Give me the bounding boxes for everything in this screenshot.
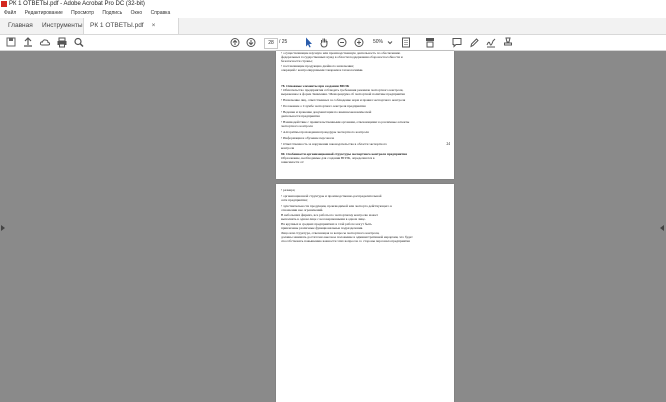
text-line: способствовать повышению важности этих вопросов со стороны персонала предприятия	[281, 239, 410, 243]
text-line: операций с контролируемыми товарами и технологиями.	[281, 68, 364, 72]
page-total: / 25	[279, 39, 288, 45]
text-line: Лицо или структура, отвечающая за вопросы экспортного контроля,	[281, 231, 380, 235]
text-line: • Обязательство предприятия соблюдать требования режимов экспортного контроля,	[281, 88, 404, 92]
stamp-icon[interactable]	[502, 35, 514, 50]
cursor-icon[interactable]	[302, 35, 314, 50]
text-line: • Взаимодействие с правительственными органами, отвечающими за различные аспекты	[281, 120, 410, 124]
left-pane-toggle-icon[interactable]	[1, 225, 5, 231]
tab-document[interactable]	[83, 18, 179, 34]
text-line: • чувствительности продукции, производимой или экспорта действующего в	[281, 204, 392, 208]
text-line: • Информация и обучение персонала	[281, 136, 335, 140]
page-up-icon[interactable]	[229, 35, 241, 50]
text-line: сети предприятия;	[281, 198, 308, 202]
text-line: На крупных и средних предприятиях в этой работе могут быть	[281, 222, 372, 226]
text-line: экспортного контроля	[281, 124, 313, 128]
hand-icon[interactable]	[318, 35, 330, 50]
text-line: зависимости от:	[281, 160, 305, 164]
text-line: федеральных государственных нужд в области поддержания обороноспособности и	[281, 55, 403, 59]
tab-tools[interactable]: Инструменты	[42, 22, 83, 29]
text-line: Образование, необходимые для создания ВПЭК, определяются в	[281, 156, 375, 160]
page-down-icon[interactable]	[245, 35, 257, 50]
menu-file[interactable]: Файл	[4, 10, 17, 16]
text-line: отношении нее ограничений.	[281, 208, 324, 212]
zoom-out-icon[interactable]	[336, 35, 348, 50]
text-line: должны занимать достаточно высокое положение в административной иерархии, что будет	[281, 235, 413, 239]
toolbar	[0, 35, 666, 51]
window-title: РК 1 ОТВЕТЫ.pdf - Adobe Acrobat Pro DC (32-bit)	[9, 1, 145, 7]
comment-icon[interactable]	[451, 35, 463, 50]
menu-view[interactable]: Просмотр	[71, 10, 95, 16]
page-number: 24	[446, 142, 450, 146]
menu-sign[interactable]: Подпись	[102, 10, 123, 16]
text-line: деятельности предприятия	[281, 114, 320, 118]
acrobat-app-icon	[1, 1, 7, 7]
menu-edit[interactable]: Редактирование	[24, 10, 63, 16]
tab-document-label: РК 1 ОТВЕТЫ.pdf	[90, 22, 144, 29]
section-heading: 78. Основные элементы при создании ВПЭК	[281, 84, 350, 88]
pdf-page	[276, 184, 454, 402]
zoom-level[interactable]: 50%	[373, 39, 384, 45]
text-line: безопасности страны;	[281, 59, 313, 63]
right-pane-toggle-icon[interactable]	[660, 225, 664, 231]
text-line: привлечены различные функциональные подразделения.	[281, 226, 364, 230]
close-tab-icon[interactable]: ×	[151, 22, 156, 29]
text-line: • Алгоритмы прохождения процедуры экспортного контроля	[281, 130, 369, 134]
text-line: • поставляющие продукцию двойного назначения;	[281, 64, 354, 68]
page-layout-icon[interactable]	[400, 35, 412, 50]
text-line: контроля	[281, 146, 295, 150]
text-line: • осуществляющие научную или производственную деятельность по обеспечению	[281, 51, 401, 55]
text-line: • размера;	[281, 188, 296, 192]
title-bar	[0, 0, 666, 9]
print-icon[interactable]	[56, 35, 68, 50]
search-icon[interactable]	[73, 35, 85, 50]
zoom-dropdown-icon[interactable]	[386, 35, 394, 50]
scroll-icon[interactable]	[424, 35, 436, 50]
text-line: • Ответственность за нарушения законодательства в области экспортного	[281, 142, 387, 146]
page-number-input[interactable]: 28	[264, 38, 278, 49]
section-heading: 80. Особенности организационной структуры экспортного контроля предприятия	[281, 152, 407, 156]
upload-icon[interactable]	[22, 35, 34, 50]
text-line: В небольших фирмах, все работы по экспортному контролю может	[281, 213, 378, 217]
tab-home[interactable]: Главная	[8, 22, 33, 29]
text-line: выраженное в форме Заявления / Меморандума об экспортной политике предприятия	[281, 92, 405, 96]
cloud-icon[interactable]	[39, 35, 51, 50]
menu-window[interactable]: Окно	[130, 10, 143, 16]
save-icon[interactable]	[5, 35, 17, 50]
text-line: • организационной структуры и производственно-распределительной	[281, 194, 382, 198]
menu-bar	[0, 9, 666, 18]
sign-icon[interactable]	[485, 35, 497, 50]
text-line: • Ведение и хранение документации по внешнеэкономической	[281, 110, 372, 114]
zoom-in-icon[interactable]	[353, 35, 365, 50]
pen-icon[interactable]	[468, 35, 480, 50]
text-line: • Назначение лиц, ответственных за соблюдение норм и правил экспортного контроля	[281, 98, 406, 102]
text-line: • Положение о Службе экспортного контроля предприятия	[281, 104, 366, 108]
text-line: выполнять в одном лице с несовершенными в одном лице.	[281, 217, 366, 221]
pdf-page	[276, 51, 454, 179]
tab-bar	[0, 18, 666, 35]
menu-help[interactable]: Справка	[150, 10, 171, 16]
